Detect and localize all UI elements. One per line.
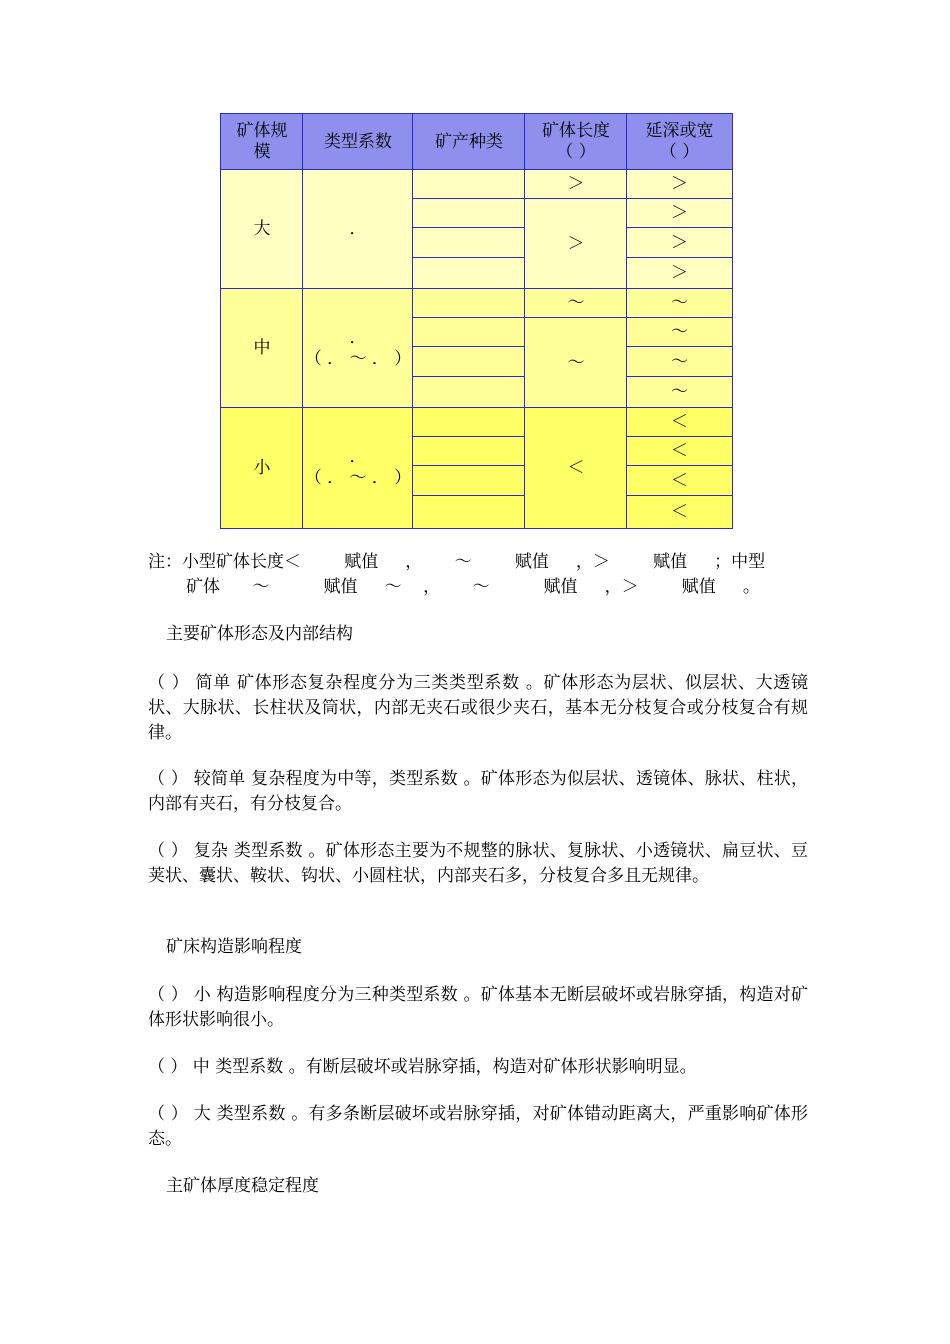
group-small-length-text: ＜ (567, 457, 585, 478)
group-large-depth-4 (626, 257, 733, 290)
group-medium-length-1 (524, 288, 628, 319)
group-large-depth-1 (626, 169, 733, 200)
group-large-kind-3 (412, 227, 526, 259)
group-small-kind-1 (412, 407, 526, 438)
group-medium-coef-line1: ． (349, 327, 367, 348)
group-large-length-1 (524, 169, 628, 200)
group-small-coef (302, 407, 414, 529)
header-scale-line2: 模 (253, 142, 271, 162)
paragraph-structure-medium: （ ） 中 类型系数 。有断层破坏或岩脉穿插，构造对矿体形状影响明显。 (148, 1057, 697, 1077)
group-small-scale (220, 407, 304, 529)
header-depth-line1: 延深或宽 (645, 121, 714, 141)
group-medium-depth-1-text: ～ (671, 293, 688, 313)
group-medium-coef (302, 288, 414, 409)
section-title-thickness: 主矿体厚度稳定程度 (166, 1176, 319, 1196)
group-medium-length-2-text: ～ (567, 352, 585, 373)
header-length-line2: （ ） (556, 142, 596, 162)
header-length-line1: 矿体长度 (542, 121, 610, 141)
table-note-line1: 注：小型矿体长度＜ 赋值 ， ～ 赋值 ，＞ 赋值 ；中型 (148, 552, 766, 572)
group-medium-depth-3-text: ～ (671, 351, 688, 372)
group-large-depth-2 (626, 198, 733, 229)
group-small-depth-4-text: ＜ (671, 501, 688, 522)
group-medium-kind-4 (412, 376, 526, 409)
paragraph-complex: （ ） 复杂 类型系数 。矿体形态主要为不规整的脉状、复脉状、小透镜状、扁豆状、豆荚状、囊状、鞍状、钩状、小圆柱状，内部夹石多，分枝复合多且无规律。 (148, 841, 808, 886)
group-medium-depth-4-text: ～ (671, 382, 688, 402)
group-small-length (524, 407, 628, 529)
group-medium-depth-3 (626, 346, 733, 378)
header-length (524, 113, 628, 171)
header-coef-text: 类型系数 (324, 131, 392, 152)
group-small-depth-1 (626, 407, 733, 438)
group-small-depth-3-text: ＜ (671, 470, 688, 491)
header-scale-line1: 矿体规 (236, 121, 288, 141)
group-medium-scale-text: 中 (253, 338, 271, 358)
paragraph-structure-small: （ ） 小 构造影响程度分为三种类型系数 。矿体基本无断层破坏或岩脉穿插，构造对矿体形状影响很小。 (148, 985, 808, 1030)
group-small-kind-4 (412, 495, 526, 529)
header-coef (302, 113, 414, 171)
group-small-coef-line1: ． (349, 447, 367, 467)
group-small-kind-3 (412, 465, 526, 497)
group-small-depth-4 (626, 495, 733, 529)
section-title-structure: 矿床构造影响程度 (166, 937, 302, 957)
group-large-kind-1 (412, 169, 526, 200)
group-large-depth-1-text: ＞ (671, 174, 688, 194)
group-medium-kind-3 (412, 346, 526, 378)
group-medium-depth-2-text: ～ (671, 322, 688, 342)
group-small-coef-line2: （ ． ～ ． ） (304, 468, 412, 488)
group-medium-length-1-text: ～ (567, 293, 585, 313)
header-depth (626, 113, 733, 171)
group-small-kind-2 (412, 436, 526, 467)
group-small-depth-2 (626, 436, 733, 467)
group-large-coef-line1: ． (349, 219, 367, 239)
group-large-length-2 (524, 198, 628, 290)
group-large-depth-3-text: ＞ (671, 232, 688, 253)
group-large-scale (220, 169, 304, 290)
header-scale (220, 113, 304, 171)
table-note-line2: 矿体 ～ 赋值 ～ ， ～ 赋值 ，＞ 赋值 。 (186, 577, 760, 597)
group-medium-depth-2 (626, 317, 733, 348)
group-large-depth-3 (626, 227, 733, 259)
paragraph-simple: （ ） 简单 矿体形态复杂程度分为三类类型系数 。矿体形态为层状、似层状、大透镜状、大脉状、长柱状及筒状，内部无夹石或很少夹石，基本无分枝复合或分枝复合有规律。 (148, 673, 808, 743)
paragraph-structure-large: （ ） 大 类型系数 。有多条断层破坏或岩脉穿插，对矿体错动距离大，严重影响矿体形态。 (148, 1104, 808, 1149)
group-large-depth-2-text: ＞ (671, 203, 688, 223)
group-large-coef (302, 169, 414, 290)
group-medium-kind-2 (412, 317, 526, 348)
group-large-scale-text: 大 (253, 219, 271, 239)
header-kind (412, 113, 526, 171)
group-large-length-1-text: ＞ (567, 174, 585, 194)
group-large-kind-2 (412, 198, 526, 229)
group-small-scale-text: 小 (253, 457, 271, 478)
group-medium-coef-line2: （ ． ～ ． ） (304, 348, 412, 369)
group-large-kind-4 (412, 257, 526, 290)
section-title-ore-shape: 主要矿体形态及内部结构 (166, 624, 353, 644)
group-large-length-2-text: ＞ (567, 233, 585, 254)
header-kind-text: 矿产种类 (435, 131, 503, 152)
group-medium-kind-1 (412, 288, 526, 319)
paragraph-moderate: （ ） 较简单 复杂程度为中等，类型系数 。矿体形态为似层状、透镜体、脉状、柱状，内部有夹石，有分枝复合。 (148, 769, 808, 814)
group-small-depth-3 (626, 465, 733, 497)
group-medium-depth-4 (626, 376, 733, 409)
group-small-depth-1-text: ＜ (671, 412, 688, 432)
group-medium-depth-1 (626, 288, 733, 319)
group-small-depth-2-text: ＜ (671, 441, 688, 461)
header-depth-line2: （ ） (659, 142, 700, 162)
ore-scale-table (220, 113, 733, 529)
group-medium-length-2 (524, 317, 628, 409)
group-large-depth-4-text: ＞ (671, 263, 688, 283)
group-medium-scale (220, 288, 304, 409)
